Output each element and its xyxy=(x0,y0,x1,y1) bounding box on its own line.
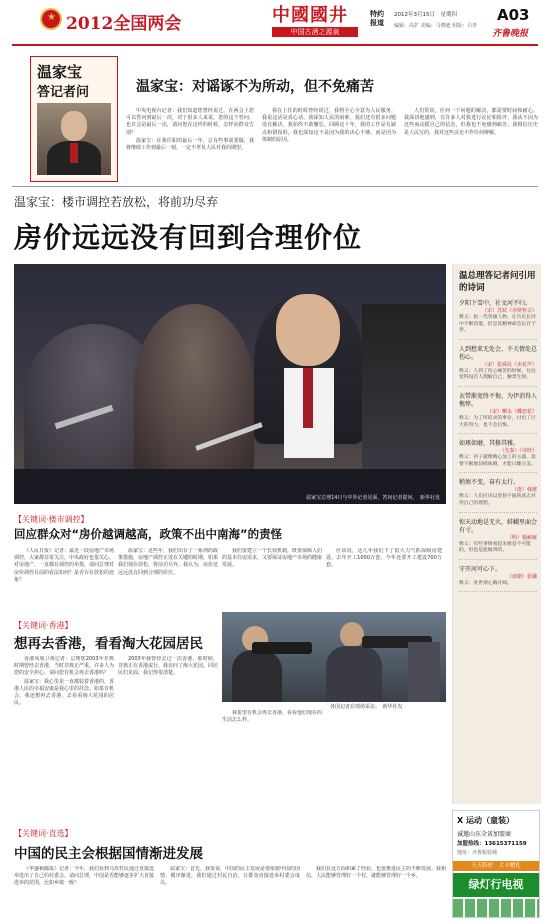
quote-note: 释义：人到了伤心痛苦的时候，往往觉得没有人理解自己，触景生情。 xyxy=(459,368,536,381)
brand-logo xyxy=(272,5,362,39)
section-1-col2 xyxy=(118,548,218,612)
section-headline-1: 回应群众对“房价越调越高，政策不出中南海”的责怪 xyxy=(14,527,283,541)
sidebar-quote-item xyxy=(459,440,537,473)
paragraph: 我们要建立一个长效机制，既要保障人们的基本住房需求，又要保证房地产市场的健康发展。 xyxy=(222,548,322,569)
quote-line: 衣带渐宽终不悔，为伊消得人憔悴。 xyxy=(459,392,538,408)
paragraph: 2003年我曾经去过一次香港，那时候，非典正在香港流行。我访问了淘大花园，同居民们见面，我记得很清楚。 xyxy=(118,656,218,677)
section-1-col1 xyxy=(14,548,114,612)
section-2-col2 xyxy=(118,656,218,760)
quote-note: 释义：有些事情看起来像是不可能的，但也是能做到的。 xyxy=(459,541,531,554)
quote-note: 释义：君子就像精心加工的玉器，需要不断地切磋琢磨，才能日臻完美。 xyxy=(459,455,536,467)
sidebar-quote-item xyxy=(459,300,537,340)
quote-source: （宋）张舜民《卖花声》 xyxy=(481,361,537,368)
ad-brand: X 运动（童装） xyxy=(457,816,514,825)
divider xyxy=(12,186,538,187)
paragraph: 《人民日报》记者：最近一段房地产市场调控，大家都非常关注，中央政府也很关心。对房地产，一直都有调控的举措，请问总理对房价调控目前的看法如何？是否存在放松的迹象？ xyxy=(14,548,114,583)
sidebar-quote-item xyxy=(459,479,537,512)
quote-source: （唐）韩愈 xyxy=(511,487,537,494)
paragraph: 我们在这方面积累了经验，也要推进民主的不断发展。我相信，人民能够管理好一个村，就能够管理好一个乡。 xyxy=(306,866,446,880)
sidebar-quote-item xyxy=(459,393,537,434)
paragraph: 我希望有机会再去香港，看看他们现在的生活怎么样。 xyxy=(222,710,322,724)
ad-banner: 绿灯行电视 xyxy=(453,873,539,897)
quote-source: （南朝）张融 xyxy=(506,573,537,580)
ad-stripe xyxy=(453,899,539,917)
section-2-col1 xyxy=(14,656,114,760)
photo2-caption: 各国记者在现场采访。 新华社发 xyxy=(330,704,403,710)
paragraph: 温家宝：首先，我要说，中国的民主发展是要依据中国的国情，循序渐进。我们通过村民自治，让群众直接选举村委会成员。 xyxy=(160,866,300,887)
ad-line3: 地址：齐鲁服装城 xyxy=(457,850,498,856)
sidebar-title: 温总理答记者问引用的诗词 xyxy=(459,271,536,293)
paragraph: 温家宝：我心里是一直都装着香港的，香港人民的幸福安康是我心里的挂念。如果有机会，我还想再去香港，去看看淘大花园的居民。 xyxy=(14,678,114,707)
paragraph: 温家宝：在我任职的最后一年，总有些事需要做，我将继续工作到最后一刻，一定不辜负人民对我的期望。 xyxy=(126,137,254,152)
quote-line: 人到愁来无处会，不关情处总伤心。 xyxy=(459,345,538,361)
main-kicker: 温家宝：楼市调控若放松，将前功尽弃 xyxy=(14,195,219,209)
paper-name: 齐鲁晚报 xyxy=(492,29,529,39)
ad-line1: 诚邀山东全省加盟商 xyxy=(457,831,512,838)
section-tag-2: 【关键词·香港】 xyxy=(14,621,73,630)
quote-source: （先秦）《诗经》 xyxy=(499,448,537,455)
editors-line: 编辑：高扩 美编：马晓迪 组版：吕青 xyxy=(394,23,478,29)
paragraph: 香港凤凰卫视记者：总理您2003年非典时期曾经去香港，当时非典正严重，许多人为您的安全担心。请问您有机会再去香港吗？ xyxy=(14,656,114,677)
section-1-col3 xyxy=(222,548,322,612)
sidebar-quote-item xyxy=(459,346,537,387)
paragraph: 《华盛顿邮报》记者：今年，我们看到乌坎村民通过直接选举选出了自己的村委会。请问总理，中国是否能够逐步扩大直接选举的范围，比如乡镇一级？ xyxy=(14,866,154,887)
quote-note: 释义：指一代英雄人物，在历史长河中不断消逝，但是其精神却会长存于世。 xyxy=(459,315,536,334)
press-box-name: 温家宝 xyxy=(37,63,83,81)
paragraph: 温家宝：这些年，我们出台了一系列的政策措施，房地产调控正处在关键的时期，如果我们现在放松，将前功尽弃。我认为，房价还远远没有回到合理的价位。 xyxy=(118,548,218,576)
quote-line: 惊天动地是无火，蚌蝴里面会有寸。 xyxy=(459,518,538,534)
section-headline-3: 中国的民主会根据国情渐进发展 xyxy=(14,846,203,862)
paragraph: 中央电视台记者：我们知道您曾经说过，在两会上您可以答问到最后一次，对于很多人来说，您的这个答问，也许会是最后一次，请问您在这样的时候，怎样向群众告别？ xyxy=(126,108,254,136)
quote-source: （明）施耐庵 xyxy=(506,534,537,541)
brand-title: 中國國井 xyxy=(272,5,348,26)
main-photo xyxy=(14,264,446,504)
quote-line: 如琢如磨，其修其雅。 xyxy=(459,440,520,448)
ad-ticker: 天天特价 大卡赠礼 xyxy=(453,861,539,871)
paragraph: 我在上任的时候曾经说过，我将全心全意为人民服务。我说这话是真心话，我深知人民的困难，我们还有很多问题没有解决，我始终不敢懈怠。回顾这十年，我的工作是有缺点和错误的，我也深知这不是因为我的决心不够，而是因为体制的原因。 xyxy=(262,108,396,143)
photo-caption: 温家宝总理14日与中外记者见面，答问记者提问。 新华社发 xyxy=(306,495,440,501)
special-label: 特约报道 xyxy=(370,10,384,27)
section-2-col3 xyxy=(222,710,322,760)
sidebar-quote-item xyxy=(459,566,537,593)
advertisement xyxy=(452,810,540,918)
top-story-col2 xyxy=(262,108,396,145)
section-tag-3: 【关键词·直选】 xyxy=(14,829,73,838)
quote-line: 守开河可心下。 xyxy=(459,565,502,573)
quote-source: （宋）苏轼《赤壁怀古》 xyxy=(481,308,537,314)
main-headline: 房价远远没有回到合理价位 xyxy=(14,221,363,254)
quote-line: 夕阳下雪中，社文河不归。 xyxy=(459,300,532,307)
section-3-col3 xyxy=(306,866,446,920)
quote-line: 稍须不变，奋有太行。 xyxy=(459,479,520,487)
paragraph: 人们常说，任何一个问题的解决，都需要时间和耐心。我深切地感到，有许多人对我进行议论和批评，我从不因为这些而动摇自己的信念，但我也不免感到痛苦。我相信历史是人民写的，我对这些议论不作任何辩解。 xyxy=(404,108,538,136)
quote-note: 释义：为了所追求的事业，付出了巨大的努力，也不会后悔。 xyxy=(459,415,536,428)
press-box-label: 答记者问 xyxy=(37,85,90,100)
section-headline-2: 想再去香港，看看淘大花园居民 xyxy=(14,636,203,652)
top-story-col1 xyxy=(126,108,254,153)
paragraph: 应该说，这几年我们下了很大力气抓保障房建设，去年开工1000万套，今年还要开工建设700万套。 xyxy=(326,548,442,569)
masthead-rule xyxy=(12,44,538,46)
wen-portrait-photo xyxy=(37,103,111,175)
quote-note: 释义：人们应该以坚韧不拔的意志对待自己的理想。 xyxy=(459,494,536,506)
section-1-col4 xyxy=(326,548,442,612)
top-story-headline: 温家宝：对谣诼不为所动，但不免痛苦 xyxy=(136,79,374,95)
national-emblem-icon: ★ xyxy=(40,8,62,30)
event-title: 2012全国两会 xyxy=(66,14,182,34)
ad-line2: 加盟热线：13615371159 xyxy=(457,841,527,847)
masthead xyxy=(0,0,550,50)
brand-sub: 中国古酒之源泉 xyxy=(272,27,358,37)
quote-source: （宋）柳永《蝶恋花》 xyxy=(486,408,537,415)
sidebar xyxy=(452,264,541,804)
quote-note: 释义：处世须心胸开阔。 xyxy=(459,580,512,586)
page-number: A03 xyxy=(497,6,530,24)
section-3-col1 xyxy=(14,866,154,920)
sidebar-list xyxy=(453,300,541,592)
section-tag-1: 【关键词·楼市调控】 xyxy=(14,515,89,524)
press-box xyxy=(30,56,118,182)
sidebar-quote-item xyxy=(459,519,537,560)
section-3-col2 xyxy=(160,866,300,920)
reporters-photo xyxy=(222,612,446,702)
date-line: 2012年3月15日 星期四 xyxy=(394,12,457,18)
top-story-col3 xyxy=(404,108,538,138)
